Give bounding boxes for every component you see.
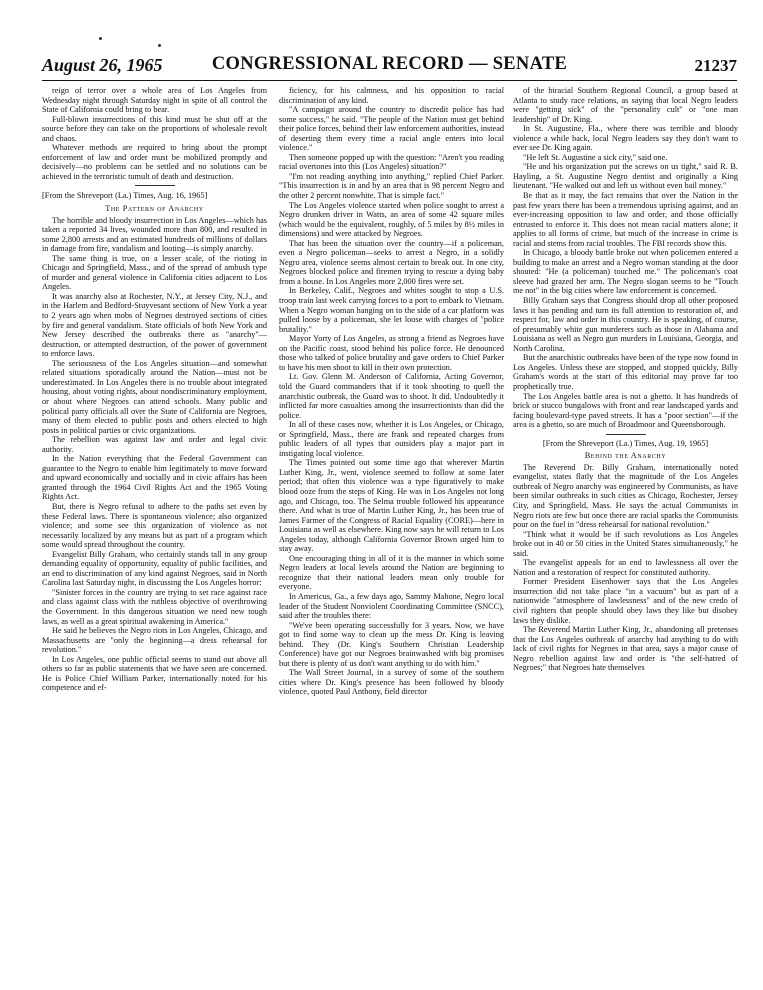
source-line: [From the Shreveport (La.) Times, Aug. 16, 1965] [42, 191, 208, 201]
paragraph: But the anarchistic outbreaks have been of the type now found in Los Angeles. Unless these are stopped, and stopped quickly, Billy Graham's words at the start of this editorial may prove far too prophetically true. [513, 353, 738, 391]
paragraph: The Los Angeles violence started when police sought to arrest a Negro drunken driver in Watts, an area of some 42 square miles (which would be the equivalent, roughly, of 5 miles by 8½ miles in dimensions) and were attacked by Negroes. [279, 200, 504, 239]
paragraph: Evangelist Billy Graham, who certainly stands tall in any group demanding equality of opportunity, equality of public facilities, and an end to discrimination of any kind against Negroes, said in North Carolina last Saturday night, in discussing the Los Angeles horror: [42, 549, 267, 588]
divider [135, 185, 175, 186]
paragraph: "He and his organization put the screws on us tight," said R. B. Hayling, a St. Augustine Negro dentist and originally a King lieutenant. "He walked out and left us without even bail money." [513, 162, 738, 191]
header-title: CONGRESSIONAL RECORD — SENATE [211, 54, 568, 74]
paragraph: "We've been operating successfully for 3 years. Now, we have got to find some way to clean up the mess Dr. King is leaving behind. They (Dr. King's Southern Christian Leadership Conference) have got our Negroes brainwashed with big promises but there is plenty of us don't want anything to do with him." [279, 620, 504, 668]
source-line: [From the Shreveport (La.) Times, Aug. 19, 1965] [542, 438, 709, 448]
text-column-2 [279, 86, 504, 980]
text-column-3 [513, 86, 738, 980]
paragraph: Be that as it may, the fact remains that over the Nation in the past few years there has been a tremendous uprising against, and an ever-increasing opposition to law and order, and those officially entrusted to enforce it. This does not mean racial matters alone; it applies to all forms of crime, but much of the increase in crime is racial and stems from racial troubles. The FBI records show this. [513, 191, 738, 248]
paragraph: He said he believes the Negro riots in Los Angeles, Chicago, and Massachusetts are "only the beginning—a dress rehearsal for revolution." [42, 626, 267, 655]
paragraph: "Sinister forces in the country are trying to set race against race and class against class with the ruthless objective of overthrowing the Government. In this dangerous situation we need new tough laws, as well as a great spiritual awakening in America." [42, 587, 267, 626]
paragraph: But, there is Negro refusal to adhere to the paths set even by these Federal laws. There is spontaneous violence; also organized violence; and some see this organization of violence as not necessarily localized by any means but as part of a program which some would spread throughout the country. [42, 501, 267, 550]
page-number: 21237 [694, 56, 737, 75]
article-heading: The Pattern of Anarchy [105, 204, 204, 214]
paragraph: of the biracial Southern Regional Council, a group based at Atlanta to study race relations, as saying that local Negro leaders were "getting sick" of the "personality cult" or "one man leadership" of Dr. King. [513, 86, 738, 124]
paragraph: In Los Angeles, one public official seems to stand out above all others so far as public statements that we have seen are concerned. He is Police Chief William Parker, internationally noted for his competence and ef- [42, 654, 267, 693]
header-date: August 26, 1965 [42, 55, 163, 75]
paragraph: The Wall Street Journal, in a survey of some of the southern cities where Dr. King's presence has been followed by bloody violence, quoted Paul Anthony, field director [279, 668, 504, 697]
paragraph: Mayor Yorty of Los Angeles, as strong a friend as Negroes have on the Pacific coast, stood behind his police force. He denounced those who talked of police brutality and gave orders to Chief Parker to have his men shoot to kill in their own protection. [279, 334, 504, 372]
paragraph: "I'm not reading anything into anything," replied Chief Parker. "This insurrection is in and by an area that is 98 percent Negro and the other 2 percent nonwhite. That is simple fact." [279, 171, 504, 201]
paragraph: The evangelist appeals for an end to lawlessness all over the Nation and a restoration of respect for constituted authority. [513, 558, 738, 577]
paragraph: That has been the situation over the country—if a policeman, even a Negro policeman—seeks to arrest a Negro, in a solidly Negro area, violence seems almost certain to break out. In one city, Negroes blocked police and firemen trying to rescue a dying baby from a house. In Los Angeles more 2,000 fires were set. [279, 238, 504, 286]
paragraph: Former President Eisenhower says that the Los Angeles insurrection did not take place "in a vacuum" but as part of a nationwide "atmosphere of lawlessness" and of the new credo of civil righters that people should obey laws they like but disobey laws they dislike. [513, 577, 738, 625]
paragraph: In Berkeley, Calif., Negroes and whites sought to stop a U.S. troop train last week carrying forces to a port to embark to Vietnam. When a Negro woman hanging on to the side of a car platform was pulled loose by a policeman, she let loose with charges of "police brutality." [279, 286, 504, 334]
paragraph: The same thing is true, on a lesser scale, of the rioting in Chicago and Springfield, Mass., and of the spread of ambush type of murder and general violence in California cities adjacent to Los Angeles. [42, 253, 267, 292]
paragraph: Then someone popped up with the question: "Aren't you reading racial overtones into this (Los Angeles) situation?" [279, 152, 504, 172]
article-heading: Behind the Anarchy [584, 451, 667, 461]
text-column-1 [42, 86, 267, 980]
page-header [42, 54, 737, 81]
paragraph: In the Nation everything that the Federal Government can guarantee to the Negro to enable him legitimately to move forward and upward economically and socially and in civic affairs has been granted through the 1964 Civil Rights Act and the 1965 Voting Rights Act. [42, 454, 267, 502]
paragraph: "He left St. Augustine a sick city," said one. [523, 152, 668, 162]
paragraph: Lt. Gov. Glenn M. Anderson of California, Acting Governor, told the Guard commanders that if it took shooting to quell the anarchistic outbreak, the Guard was to shoot. It did. Undoubtedly it inflicted far more casualties among the insurrectionists than did the police. [279, 372, 504, 420]
paragraph: In St. Augustine, Fla., where there was terrible and bloody violence a while back, local Negro leaders say they don't want to ever see Dr. King again. [513, 124, 738, 153]
paragraph: The Reverend Martin Luther King, Jr., abandoning all pretenses that the Los Angeles outbreak of anarchy had anything to do with lack of civil rights for Negroes in that area, says a major cause of Negro rebellion against law and order is "the self-hatred of Negroes;" that Negroes hate themselves [513, 625, 738, 673]
paragraph: reign of terror over a whole area of Los Angeles from Wednesday night through Saturday night in spite of all control the State of California could bring to bear. [42, 86, 267, 115]
paragraph: "Think what it would be if such revolutions as Los Angeles broke out in 40 or 50 cities in the United States simultaneously," he said. [513, 529, 738, 558]
paragraph: "A campaign around the country to discredit police has had some success," he said. "The people of the Nation must get behind their police forces, behind their law enforcement authorities, instead of deserting them every time a racial angle enters into local violence." [279, 105, 504, 153]
scan-speck [99, 37, 102, 40]
paragraph: It was anarchy also at Rochester, N.Y., at Jersey City, N.J., and in the Harlem and Bedford-Stuyvesant sections of New York a year to 2 years ago when mobs of Negroes destroyed sections of cities by fire and general vandalism. State officials of both New York and New Jersey described the outbreaks there as "anarchy"—destruction, or attempted destruction, of the power of government to enforce laws. [42, 291, 267, 359]
paragraph: Full-blown insurrections of this kind must be shut off at the source before they can take on the proportions of wholesale revolt and chaos. [42, 114, 267, 143]
paragraph: The horrible and bloody insurrection in Los Angeles—which has taken a reported 34 lives, wounded more than 800, and resulted in some 2,800 arrests and an estimated hundreds of millions of dollars in damage from fire, vandalism and looting—is simply anarchy. [42, 215, 267, 254]
paragraph: In all of these cases now, whether it is Los Angeles, or Chicago, or Springfield, Mass., there are frank and repeated charges from public leaders of all types that outsiders play a major part in instigating local violence. [279, 420, 504, 458]
scan-speck [158, 44, 161, 47]
paragraph: Billy Graham says that Congress should drop all other proposed laws it has pending and turn its full attention to restoration of, and respect for, law and order in this country. He is speaking, of course, of presumably white gun murderers such as those in Alabama and Louisiana as well as Negro gun murders in Louisiana, Georgia, and North Carolina. [513, 296, 738, 353]
paragraph: The rebellion was against law and order and legal civic authority. [42, 435, 267, 454]
paragraph: The seriousness of the Los Angeles situation—and somewhat related situations sporadically around the Nation—must not be underestimated. In Los Angeles there is no trouble about integrated housing, about voting rights, about nondiscriminatory employment, or about where Negroes can attend schools. Many public and political party officials all over the State of California are Negroes, many of them elected to public posts and others elected to high posts in political parties or civic organizations. [42, 358, 267, 435]
paragraph: In Chicago, a bloody battle broke out when policemen entered a building to make an arrest and a Negro woman standing at the door shouted: "He (a policeman) touched me." The policeman's coat sleeve had grazed her arm. The Negro slogan seems to be "Touch me not" in the big cities where law enforcement is concerned. [513, 248, 738, 296]
paragraph: The Times pointed out some time ago that wherever Martin Luther King, Jr., went, violence seemed to follow at some later period; that often this violence was a type figuratively to make blood ooze from the steps of King. He was in Los Angeles not long ago, and Chicago, too. The Selma trouble followed his appearance there. And what is true of Martin Luther King, Jr., has been true of James Farmer of the Congress of Racial Equality (CORE)—here in Louisiana as well as elsewhere. King now says he will return to Los Angeles today, although California Governor Brown urged him to stay away. [279, 458, 504, 554]
divider [606, 434, 646, 435]
paragraph: Whatever methods are required to bring about the prompt enforcement of law and order must be mobilized promptly and decisively—no problems can be settled and no solutions can be achieved in the terroristic tumult of death and destruction. [42, 143, 267, 181]
paragraph: The Reverend Dr. Billy Graham, internationally noted evangelist, states flatly that the magnitude of the Los Angeles outbreak of Negro anarchy was engineered by Communists, as have been similar outbreaks in such cities as Chicago, Rochester, Jersey City, and Springfield, Mass. He says the actual Communists in Negro riots are few but once there are racial sparks the Communists pour on the fuel in "dress rehearsal for national revolution." [513, 462, 738, 530]
paragraph: ficiency, for his calmness, and his opposition to racial discrimination of any kind. [279, 86, 504, 105]
paragraph: One encouraging thing in all of it is the manner in which some Negro leaders at local levels around the Nation are beginning to recognize that their national leaders mean only trouble for everyone. [279, 553, 504, 592]
paragraph: The Los Angeles battle area is not a ghetto. It has hundreds of brick or stucco bungalows with front and rear landscaped yards and facing boulevard-type paved streets. It has a "poor section"—if the area is a ghetto, so are much of Broadmoor and Queensborough. [513, 391, 738, 430]
paragraph: In Americus, Ga., a few days ago, Sammy Mahone, Negro local leader of the Student Nonviolent Coordinating Committee (SNCC), said after the troubles there: [279, 591, 504, 621]
